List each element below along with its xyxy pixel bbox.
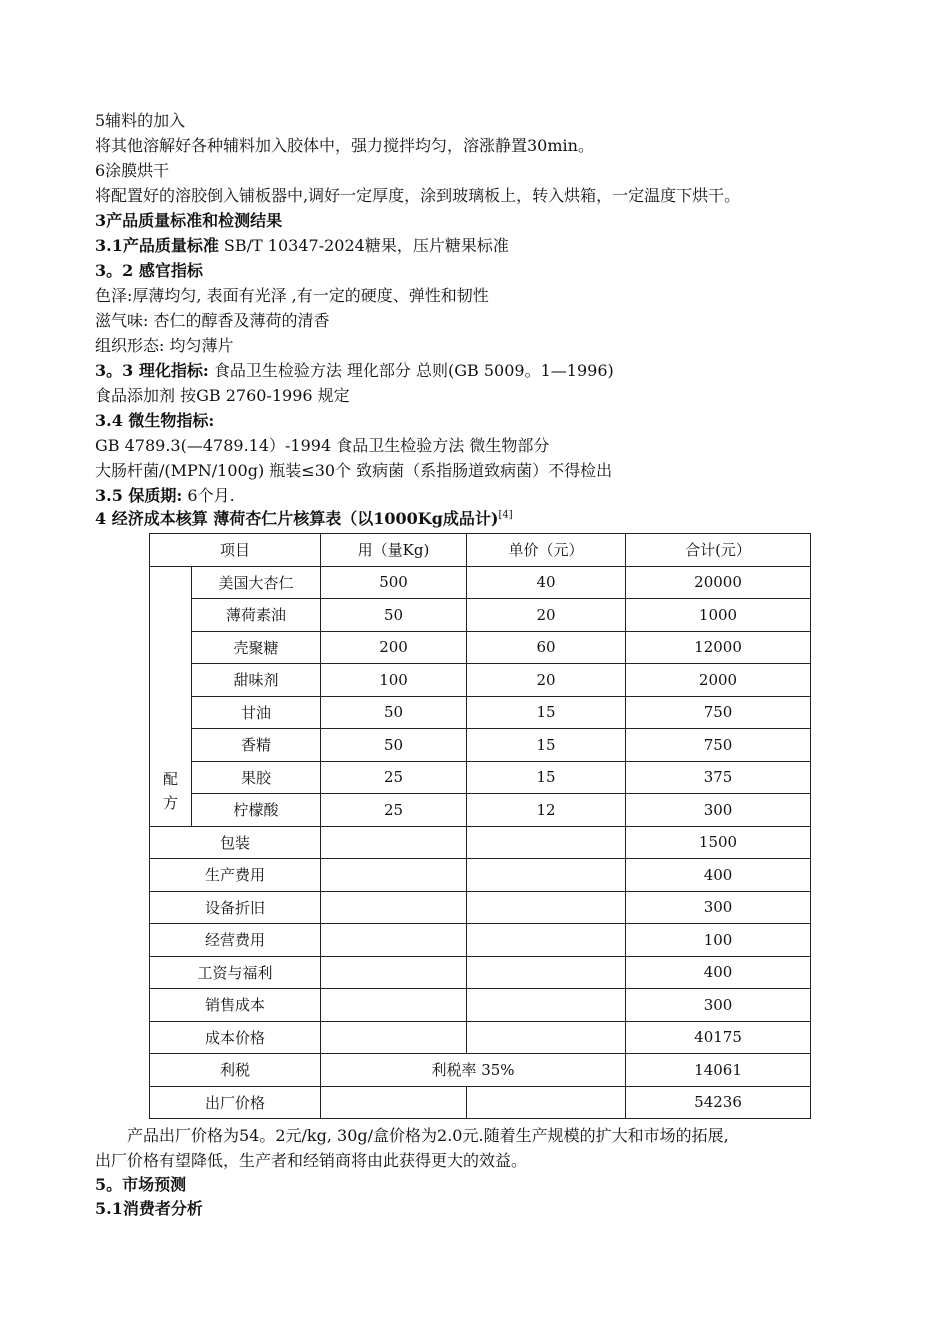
cost-item-name: 经营费用 bbox=[150, 924, 321, 957]
table-row bbox=[150, 631, 811, 664]
step-6-heading: 6涂膜烘干 bbox=[95, 161, 170, 180]
table-row bbox=[150, 566, 811, 599]
tax-name: 利税 bbox=[150, 1054, 321, 1087]
ingredient-qty: 25 bbox=[321, 761, 467, 794]
section-4-heading bbox=[95, 508, 513, 530]
section-3-2-heading: 3。2 感官指标 bbox=[95, 261, 203, 280]
ingredient-price: 12 bbox=[467, 794, 626, 827]
section-5-1-heading: 5.1消费者分析 bbox=[95, 1199, 203, 1218]
ingredient-qty: 50 bbox=[321, 729, 467, 762]
ingredient-qty: 50 bbox=[321, 696, 467, 729]
ingredient-qty: 50 bbox=[321, 599, 467, 632]
ingredient-total: 750 bbox=[626, 729, 811, 762]
section-3-3-text: 食品卫生检验方法 理化部分 总则(GB 5009。1—1996) bbox=[208, 361, 614, 380]
cost-item-name: 销售成本 bbox=[150, 989, 321, 1022]
cost-item-name: 成本价格 bbox=[150, 1021, 321, 1054]
table-row bbox=[150, 794, 811, 827]
table-row bbox=[150, 924, 811, 957]
header-total: 合计(元） bbox=[626, 534, 811, 567]
ingredient-price: 15 bbox=[467, 729, 626, 762]
formula-label-char-2: 方 bbox=[162, 794, 178, 812]
formula-label-char-1: 配 bbox=[162, 770, 178, 788]
ingredient-price: 20 bbox=[467, 664, 626, 697]
micro-standard: GB 4789.3(—4789.14）-1994 食品卫生检验方法 微生物部分 bbox=[95, 436, 550, 455]
ingredient-name: 甘油 bbox=[192, 696, 321, 729]
ingredient-name: 薄荷素油 bbox=[192, 599, 321, 632]
section-4-title: 4 经济成本核算 薄荷杏仁片核算表（以1000Kg成品计) bbox=[95, 509, 499, 528]
section-3-3 bbox=[95, 360, 614, 382]
ingredient-total: 20000 bbox=[626, 566, 811, 599]
section-3-4-heading: 3.4 微生物指标: bbox=[95, 411, 215, 430]
factory-price-name: 出厂价格 bbox=[150, 1086, 321, 1119]
table-row bbox=[150, 599, 811, 632]
step-5-text: 将其他溶解好各种辅料加入胶体中，强力搅拌均匀，溶涨静置30min。 bbox=[95, 136, 594, 155]
micro-limits: 大肠杆菌/(MPN/100g) 瓶装≤30个 致病菌（系指肠道致病菌）不得检出 bbox=[95, 461, 613, 480]
ingredient-total: 12000 bbox=[626, 631, 811, 664]
ingredient-name: 美国大杏仁 bbox=[192, 566, 321, 599]
tax-rate: 利税率 35% bbox=[321, 1054, 626, 1087]
table-header-row bbox=[150, 534, 811, 567]
ingredient-qty: 200 bbox=[321, 631, 467, 664]
cost-item-total: 300 bbox=[626, 989, 811, 1022]
table-row bbox=[150, 1021, 811, 1054]
cost-item-total: 100 bbox=[626, 924, 811, 957]
ingredient-price: 20 bbox=[467, 599, 626, 632]
table-row bbox=[150, 989, 811, 1022]
table-row bbox=[150, 664, 811, 697]
cost-item-total: 300 bbox=[626, 891, 811, 924]
ingredient-name: 甜味剂 bbox=[192, 664, 321, 697]
section-3-3-label: 3。3 理化指标: bbox=[95, 361, 209, 380]
sensory-texture: 组织形态: 均匀薄片 bbox=[95, 336, 234, 355]
section-3-5-text: 6个月. bbox=[182, 486, 235, 505]
additive-standard: 食品添加剂 按GB 2760-1996 规定 bbox=[95, 386, 350, 405]
section-3-5-label: 3.5 保质期: bbox=[95, 486, 183, 505]
cost-item-name: 工资与福利 bbox=[150, 956, 321, 989]
ingredient-name: 壳聚糖 bbox=[192, 631, 321, 664]
section-3-heading: 3产品质量标准和检测结果 bbox=[95, 211, 283, 230]
table-row bbox=[150, 859, 811, 892]
table-row bbox=[150, 826, 811, 859]
section-3-5 bbox=[95, 485, 235, 507]
table-row bbox=[150, 696, 811, 729]
step-5-heading: 5辅料的加入 bbox=[95, 111, 186, 130]
ingredient-price: 40 bbox=[467, 566, 626, 599]
ingredient-qty: 100 bbox=[321, 664, 467, 697]
table-row bbox=[150, 729, 811, 762]
price-paragraph-2: 出厂价格有望降低，生产者和经销商将由此获得更大的效益。 bbox=[95, 1151, 528, 1170]
cost-item-total: 400 bbox=[626, 956, 811, 989]
cost-table bbox=[149, 533, 811, 1119]
ingredient-total: 1000 bbox=[626, 599, 811, 632]
cost-item-total: 400 bbox=[626, 859, 811, 892]
header-qty: 用（量Kg) bbox=[321, 534, 467, 567]
ingredient-qty: 25 bbox=[321, 794, 467, 827]
sensory-flavor: 滋气味: 杏仁的醇香及薄荷的清香 bbox=[95, 311, 330, 330]
ingredient-total: 2000 bbox=[626, 664, 811, 697]
ingredient-price: 60 bbox=[467, 631, 626, 664]
table-row bbox=[150, 1086, 811, 1119]
ingredient-total: 300 bbox=[626, 794, 811, 827]
header-price: 单价（元） bbox=[467, 534, 626, 567]
sensory-color: 色泽:厚薄均匀, 表面有光泽 ,有一定的硬度、弹性和韧性 bbox=[95, 286, 489, 305]
section-3-1 bbox=[95, 235, 509, 257]
section-3-1-label: 3.1产品质量标准 bbox=[95, 236, 219, 255]
tax-total: 14061 bbox=[626, 1054, 811, 1087]
ingredient-price: 15 bbox=[467, 696, 626, 729]
factory-price-total: 54236 bbox=[626, 1086, 811, 1119]
cost-item-total: 1500 bbox=[626, 826, 811, 859]
header-item: 项目 bbox=[150, 534, 321, 567]
cost-item-name: 生产费用 bbox=[150, 859, 321, 892]
ingredient-total: 750 bbox=[626, 696, 811, 729]
ingredient-qty: 500 bbox=[321, 566, 467, 599]
cost-item-total: 40175 bbox=[626, 1021, 811, 1054]
table-row bbox=[150, 761, 811, 794]
ingredient-total: 375 bbox=[626, 761, 811, 794]
price-paragraph-1: 产品出厂价格为54。2元/kg, 30g/盒价格为2.0元.随着生产规模的扩大和市场的拓展, bbox=[127, 1126, 729, 1145]
cost-item-name: 设备折旧 bbox=[150, 891, 321, 924]
ingredient-name: 香精 bbox=[192, 729, 321, 762]
cost-item-name: 包装 bbox=[150, 826, 321, 859]
ingredient-price: 15 bbox=[467, 761, 626, 794]
ingredient-name: 柠檬酸 bbox=[192, 794, 321, 827]
ingredient-name: 果胶 bbox=[192, 761, 321, 794]
table-row bbox=[150, 891, 811, 924]
step-6-text: 将配置好的溶胶倒入铺板器中,调好一定厚度，涂到玻璃板上，转入烘箱，一定温度下烘干。 bbox=[95, 186, 741, 205]
table-row bbox=[150, 1054, 811, 1087]
formula-group-cell bbox=[150, 566, 192, 826]
citation-ref: [4] bbox=[498, 509, 513, 521]
section-5-heading: 5。市场预测 bbox=[95, 1175, 187, 1194]
section-3-1-text: SB/T 10347-2024糖果，压片糖果标准 bbox=[218, 236, 509, 255]
table-row bbox=[150, 956, 811, 989]
